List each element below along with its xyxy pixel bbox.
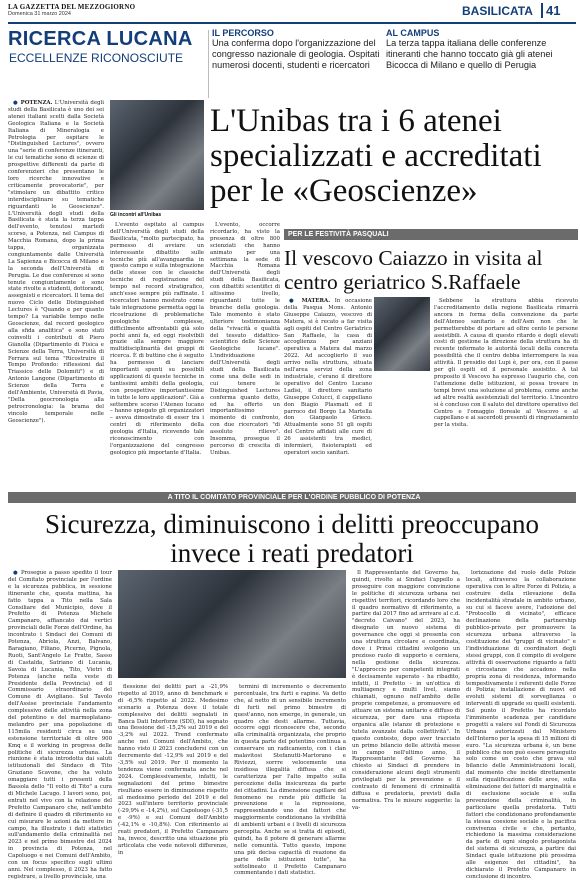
article2-col2	[434, 298, 578, 502]
article-text: Il Rappresentante del Governo ha, quindi, rivolto ai Sindaci l'appello a proseguire con maggiore convinzione le politiche di sicurezza urbana nei rispettivi territori, ricordando loro che il quadro normativo di riferimento, a partire dal 2017 fino ad arrivare al c.d. "decreto Caivano" del 2023, ha disegnato un nuovo sistema di governance che oggi si presenta con una struttura circolare e coordinata, dove i Prinsi cittadini svolgono un prezioso ruolo di supporto e cerniera, nella gestione della sicurezza. "L'approccio per competenti integrati è decisamente superato - ha ribadito, infatti, il Prefetto - in un'ottica di multiagency e multi livel, siamo chiamati, ognuno nell'ambito delle proprie competenze, a promuovere ed attuare un sistema unitario e diffuso di sicurezza, per dare una risposta organica alle istanze di protezione e tutela avanzate dalla collettività". In questo contesto, dopo aver tracciato un primo bilancio delle attività messe in campo nell'ultimo anno, il Rappresentante del Governo ha chiesto ai Sindaci di prendere in considerazione alcuni degli strumenti privilegiati per la prevenzione e il contrasto di fenomeni di criminalità diffusa e predatoria, previsti dalla normativa. Tra le misure suggerite: la va-	[352, 570, 460, 811]
article-text: L'evento, occorre ricordarlo, ha visto la presenza di oltre 800 scienziati che hanno animato per una settimana la sede di Macchia Romana dell'Università degli studi della Basilicata, con dibattiti scientifici di altissimo livello, riguardanti tutte le branche della geologia. Tale momento è stato ulteriore testimonianza della "vivacità e qualità del tessuto didattico-scientifico delle Scienze Geologiche lucane". L'individuazione dell'Università degli studi della Basilicata come una delle sedi in cui tenere le Distinguished Lectures conferma quanto detto, ed ha offerto un importantissimo momento di confronto, con due ricercatori "di assoluto rilievo". Insomma, prosegue il percorso di crescita di Unibas.	[210, 222, 280, 456]
article-text: In occasione della Pasqua Mons. Antonio Giuseppe Caiazzo, vescovo di Matera, si è recato a far visita agli ospiti del Centro Geriatrico San Raffaele, la casa di accoglienza per anziani operativa a Matera dal marzo 2022. Ad accoglierlo il suo arrivo nella struttura, situata nell'area servizi della zona industriale, c'erano il direttore operativo del Centro Lucano Ladisi, il direttore sanitario Giuseppe Colucci, il cappellano don Biagio Plasmati ed il parroco del Borgo La Martella don Gianpaolo Grieco. Attualmente sono 51 gli ospiti del Centro affidati alle cure di 26 assistenti tra medici, infermieri, fisioterapisti ed operatori socio sanitari.	[284, 298, 372, 456]
article3-col2	[118, 684, 228, 856]
section-title: BASILICATA	[462, 4, 533, 18]
article3-photo	[118, 570, 346, 678]
info-box-text: Una conferma dopo l'organizzazione del congresso nazionale di geologia. Ospitati numerosi docenti, studenti e ricercatori	[212, 38, 380, 70]
article1-col2	[110, 222, 204, 508]
article-text: L'Università degli studi della Basilicata è uno dei sei atenei italiani scelti dalla Società Geologica Italiana e la Società Italiana di Mineralogia e Petrologia per ospitare le "Distinguished Lectures", ovvero una "serie di conferenze itineranti, le cui tematiche sono di scienze di prospettive differenti da parte di conferenzieri che presentano le loro ricerche innovative e criticamente provocatorie", per "stimolare un dibattito critico interdisciplinare su tematiche riguardanti le Geoscienze". L'Università degli studi della Basilicata è stata la terza tappa dell'evento, tenutosi martedì scorso, a Potenza, nel Campus di Macchia Romana, dopo la prima tappa, organizzata congiuntamente dalle Università La Sapienza e Bicocca di Milano e la seconda dell'Università di Perugia. Le due conferenze si sono tenute congiuntamente e sono state rivolte a studenti, dottorandi, assegnisti e ricercatori. Il tema del nuovo Ciclo delle Distinguished Lectures è "Quando e per quanto tempo? La variabile tempo nelle Geoscienze, dal record geologico alla sfida analitica" e sono stati coinvolti i contributi di Piero Gianolla (Dipartimento di Fisica e Scienze della Terra, Università di Ferrara sul tema "Ricostruire il Tempo Profondo: riflessioni dal Triassico delle Dolomiti") e di Antonio Langone (Dipartimento di Scienze della Terra e dell'Ambiente, Università di Pavia, "Della geocronologia alla petrocronologia: la brama del vincolo temporale nelle Geoscienze").	[8, 100, 104, 424]
header-rule	[8, 22, 576, 24]
article3-col3	[234, 684, 346, 877]
article2-col1: ● MATERA. In occasione della Pasqua Mons. Antonio Giuseppe Caiazzo, vescovo di Matera, si è recato a far visita agli ospiti del Centro Geriatrico San Raffaele, la casa di accoglienza per anziani operativa a Matera dal marzo 2022. Ad accoglierlo il suo arrivo nella struttura, situata nell'area servizi della zona industriale, c'erano il direttore operativo del Centro Lucano Ladisi, il direttore sanitario Giuseppe Colucci, il cappellano don Biagio Plasmati ed il parroco del Borgo La Martella don Gianpaolo Grieco. Attualmente sono 51 gli ospiti del Centro affidati alle cure di 26 assistenti tra medici, infermieri, fisioterapisti ed operatori socio sanitari.	[284, 298, 372, 456]
article3-col4	[352, 570, 460, 836]
article3-col1: ● Prosegue a passo spedito il tour del Comitato provinciale per l'ordine e la sicurezza pubblica, in sessione itinerante che, questa mattina, ha fatto tappa a Tito nella Sala Consiliare del Municipio, dove il Prefetto di Potenza Michele Campanaro, affiancato dai vertici provinciali delle Forze dell'Ordine, ha incontrato i Sindaci dei Comuni di Potenza, Abriola, Anzi, Balvano, Baragiano, Filiano, Picerno, Pignola, Ruoti, Sant'Angelo Le Fratte, Sasso di Castalda, Satriano di Lucania, Savoia di Lucania, Tito, Vietri di Potenza (anche nella veste di Presidente della Provincia) ed il Commissario straordinario del Comune di Avigliano. Sul Tavolo dell'Assise provinciale l'andamento complessivo delle attività nella zona del potentino e del marmoplatano-melandro per una popolazione di 115mila residenti circa su una estensione territoriale di oltre 900 Kmq e il working in progress delle politiche di sicurezza urbana. La riunione è stata introdotta dai saluti istituzionali del Sindaco di Tito Graziano Scavone, che ha voluto omaggiare tutti i presenti della Bassola dello "Il volto di Tito" a cura di Michele Lacugo. I lavori sono, poi, entrati nel vivo con la relazione del Prefetto Campanaro che, nell'ambito di definire il quadro di riferimento su cui misurare le azioni da mettere in campo, ha illustrato i dati statistici sull'andamento della criminalità nel 2023 e nel primo bimestre del 2024 in provincia di Potenza, nel Capoluogo e nei Comuni dell'Ambito, con un focus specifico sugli ultimi anni. Nel complesso, il 2023 ha fatto registrare, a livello provinciale, una	[8, 570, 112, 880]
kicker-subtitle: ECCELLENZE RICONOSCIUTE	[9, 51, 184, 65]
article1-col3	[210, 222, 280, 508]
info-box-head: AL CAMPUS	[386, 28, 440, 38]
article-text: L'evento ospitato al campus dell'Università degli studi della Basilicata, "molto partecipato, ha permesso di avviare un interessante dibattito sulle tecniche più all'avanguardia in questo campo e sulla integrazione delle stesse con le classiche tecniche di registrazione del tempo nel record stratigrafico, anch'esse sempre più raffinate. I ricercatori hanno mostrato come tale integrazione permetta oggi la ricostruzione di problematiche geologiche complesse, difficilmente affrontabili già solo pochi anni fa, ed oggi risolvibili grazie alla sempre maggiore multidisciplinarità dei gruppi di ricerca. È di buttino che è seguito ha permesso di lanciare importanti spunti su possibili applicazioni di queste tecniche in tantissimi ambiti della geologia, con prospettive importantissime in tutte le loro applicazioni". Già a settembre scorso l'Ateneo lucano – hanno spiegato gli organizzatori – aveva dimostrato di esser tra i centri di riferimento della geologia d'Italia, ricevendo tale riconoscimento con l'organizzazione del congresso geologico più importante d'Italia.	[110, 222, 204, 456]
article2-title: Il vescovo Caiazzo in visita al centro geriatrico S.Raffaele	[284, 246, 543, 294]
article3-col5	[466, 570, 576, 880]
article-text: lorizzazione del ruolo delle Polizie locali, attraverso la collaborazione operativa con le altre Forze di Polizia, a costruire della rilevazione della incidentalità stradale in ambito urbano, su cui si faceve avere, l'adozione del "Protocollo di vicinato", efficace declinazione della partnership pubblico-privato per promuovere la sicurezza urbana attraverso la costituzione dei "gruppi di vicinato" e l'individuazione di coordinatori degli stessi gruppi, con il compito di svolgere attività di osservazione riguardo a fatti e circostanze che accadono nella propria zona di residenza, informando tempestivamente i referenti delle Forze di Polizia; installazione di nuovi ed evoluti sistemi di sorveglianza o interventi di upgrade su quelli esistenti. Sul punto il Prefetto ha ricordato l'imminente scadenza per candidare progetti a valere sul Fondi di Sicurezza Urbana autorizzati dal Ministero dell'Interno per la spesa di 15 milioni di euro. "La sicurezza urbana è, un bene pubblico che non può essere perseguito solo come un costo che grava sul bilancio delle Amministrazioni locali, dal momento che incide direttamente sulla riqualificazione delle aree, sulla eliminazione dei fattori di marginalità e di esclusione sociale e sulla prevenzione della criminalità, in particolare quella predatoria. Tutti fattori che condizionano profondamente la stessa coesione sociale e la pacifica convivenza civile e che, pertanto, richiedono la massima considerazione da parte di ogni singolo protagonista del sistema di sicurezza, a partire dai Sindaci quale istituzione più prossima alle esigenze dei cittadini", ha dichiarato il Prefetto Campanaro in conclusione di incontro.	[466, 570, 576, 880]
article1-col1: ● POTENZA. L'Università degli studi della Basilicata è uno dei sei atenei italiani scelti dalla Società Geologica Italiana e la Società Italiana di Mineralogia e Petrologia per ospitare le "Distinguished Lectures", ovvero una "serie di conferenze itineranti, le cui tematiche sono di scienze di prospettive differenti da parte di conferenzieri che presentano le loro ricerche innovative e criticamente provocatorie", per "stimolare un dibattito critico interdisciplinare su tematiche riguardanti le Geoscienze". L'Università degli studi della Basilicata è stata la terza tappa dell'evento, tenutosi martedì scorso, a Potenza, nel Campus di Macchia Romana, dopo la prima tappa, organizzata congiuntamente dalle Università La Sapienza e Bicocca di Milano e la seconda dell'Università di Perugia. Le due conferenze si sono tenute congiuntamente e sono state rivolte a studenti, dottorandi, assegnisti e ricercatori. Il tema del nuovo Ciclo delle Distinguished Lectures è "Quando e per quanto tempo? La variabile tempo nelle Geoscienze, dal record geologico alla sfida analitica" e sono stati coinvolti i contributi di Piero Gianolla (Dipartimento di Fisica e Scienze della Terra, Università di Ferrara sul tema "Ricostruire il Tempo Profondo: riflessioni dal Triassico delle Dolomiti") e di Antonio Langone (Dipartimento di Scienze della Terra e dell'Ambiente, Università di Pavia, "Della geocronologia alla petrocronologia: la brama del vincolo temporale nelle Geoscienze").	[8, 100, 104, 424]
issue-date: Domenica 31 marzo 2024	[8, 11, 71, 17]
article3-title: Sicurezza, diminuiscono i delitti preoccupano invece i reati predatori	[44, 509, 540, 568]
dateline: POTENZA.	[20, 100, 53, 106]
article1-title: L'Unibas tra i 6 atenei specializzati e accreditati per le «Geoscienze»	[210, 103, 542, 209]
kicker-title: RICERCA LUCANA	[8, 28, 193, 50]
box-divider	[208, 30, 209, 98]
article-text: Sebbene la struttura abbia ricevuto l'accreditamento della regione Basilicata rimarrà ancora in forma della convenzione da parte dell'Ateneo sanitario e dell'Asm non che le permetterebbe di portare ad oltre cento le persone assistibili. A causa di questo ritardo e degli elevati costi di gestione la direzione della struttura ha di recente informato le autorità locali della concreta possibilità che il centro debba interrompere la sua attività. Il presidio dei Lupi è, per ora, con il paese per gli ospiti ed il personale assistito. A tal proposito il Vescovo ha espresso l'augurio che, con l'attenzione delle istituzioni, si possa trovare in tempi brevi una soluzione al problema, come anche ad altre realtà assistenziali del territorio. L'incontro si è concluso con il saluto del direttore operativo del Centro e l'omaggio floreale al Vescovo e al cappellano e ai sacerdoti presenti di ringraziamento per la visita.	[434, 298, 578, 429]
article-text: termini di incremento o decremento percentuale, tra furti e rapine. Va detto che, al netto di un sensibile incremento di furti nel primo bimestre di quest'anno, non emerge, in generale, un quadro che desti allarme. Tuttavia, occorre oggi riconoscere che, secondo alla criminalità organizzata, che proprio in questa parte del potentino continua a conservare un radicamento, con i clan malavitosi Stefanutti-Martorano e Riviezzi, sorrre velocemente una insidiosa illegalità diffusa che si caratterizza per l'alto impatto sulla percezione della insicurezza da parte dei cittadini. La dimensione capillare del fenomeno ne rende più difficile la prevenzione e la repressione, rappresentando uno dei fattori che maggiormente condizionano la vivibilità di ambienti urbani e i livelli di sicurezza percepita. Anche se si tratta di episodi, quindi, ha il potere di generare allarme nelle comunità. Tutto questo, impone una più decisa capacità di reazione da parte delle istituzioni tutte", ha sottolineato il Prefetto Campanaro commentando i dati statistici.	[234, 684, 346, 877]
article3-bar: A TITO IL COMITATO PROVINCIALE PER L'ORDINE PUBBLICO DI POTENZA	[8, 492, 576, 503]
article1-photo	[110, 100, 204, 210]
article-text: flessione dei delitti pari a -21,9% rispetto al 2019, anno di benchmark e di -6,5% rispetto al 2022. Medesimo scenario a Potenza dove il totale complessivo dei delitti segnalati in Banca Dati Interforze (SDI), ha segnato una flessione del -15,2% sul 2019 e del -3,2% sul 2022. Trend confermato anche nei Comuni dell'Ambito, che hanno visto il 2023 concludersi con un decremento del -12,9% sul 2019 e del -3,5% sul 2019. Per il momento la tendenza viene confermata anche nel 2024. Complessivamente, infatti, le segnalazioni del primo bimestre risultano essere in diminuzione rispetto al medesimo periodo del 2019 e del 2023 sull'intero territorio provinciale (-29,9% e -14,2%), sul Capoluogo (-31,5 e -9%) e sui Comuni dell'Ambito (-42,1% e -10,8%). Con riferimento ai reati predatori, il Prefetto Campanaro ha, invece, descritto una situazione più articolata che vede notevoli differenze, in	[118, 684, 228, 856]
page-number: 41	[541, 3, 560, 18]
info-box-text: La terza tappa italiana delle conferenze itineranti che hanno toccato già gli atenei Bicocca di Milano e quello di Perugia	[386, 38, 553, 70]
article-text: Prosegue a passo spedito il tour del Comitato provinciale per l'ordine e la sicurezza pubblica, in sessione itinerante che, questa mattina, ha fatto tappa a Tito nella Sala Consiliare del Municipio, dove il Prefetto di Potenza Michele Campanaro, affiancato dai vertici provinciali delle Forze dell'Ordine, ha incontrato i Sindaci dei Comuni di Potenza, Abriola, Anzi, Balvano, Baragiano, Filiano, Picerno, Pignola, Ruoti, Sant'Angelo Le Fratte, Sasso di Castalda, Satriano di Lucania, Savoia di Lucania, Tito, Vietri di Potenza (anche nella veste di Presidente della Provincia) ed il Commissario straordinario del Comune di Avigliano. Sul Tavolo dell'Assise provinciale l'andamento complessivo delle attività nella zona del potentino e del marmoplatano-melandro per una popolazione di 115mila residenti circa su una estensione territoriale di oltre 900 Kmq e il working in progress delle politiche di sicurezza urbana. La riunione è stata introdotta dai saluti istituzionali del Sindaco di Tito Graziano Scavone, che ha voluto omaggiare tutti i presenti della Bassola dello "Il volto di Tito" a cura di Michele Lacugo. I lavori sono, poi, entrati nel vivo con la relazione del Prefetto Campanaro che, nell'ambito di definire il quadro di riferimento su cui misurare le azioni da mettere in campo, ha illustrato i dati statistici sull'andamento della criminalità nel 2023 e nel primo bimestre del 2024 in provincia di Potenza, nel Capoluogo e nei Comuni dell'Ambito, con un focus specifico sugli ultimi anni. Nel complesso, il 2023 ha fatto registrare, a livello provinciale, una	[8, 570, 112, 880]
info-box-percorso	[212, 28, 380, 71]
dateline: MATERA.	[301, 298, 331, 304]
info-box-campus	[386, 28, 576, 71]
photo-caption: Gli incontri all'Unibas	[110, 212, 162, 218]
article2-bar: PER LE FESTIVITÀ PASQUALI	[284, 229, 578, 240]
info-box-head: IL PERCORSO	[212, 28, 274, 38]
article2-photo	[374, 297, 430, 371]
newspaper-name: LA GAZZETTA DEL MEZZOGIORNO	[8, 3, 136, 11]
